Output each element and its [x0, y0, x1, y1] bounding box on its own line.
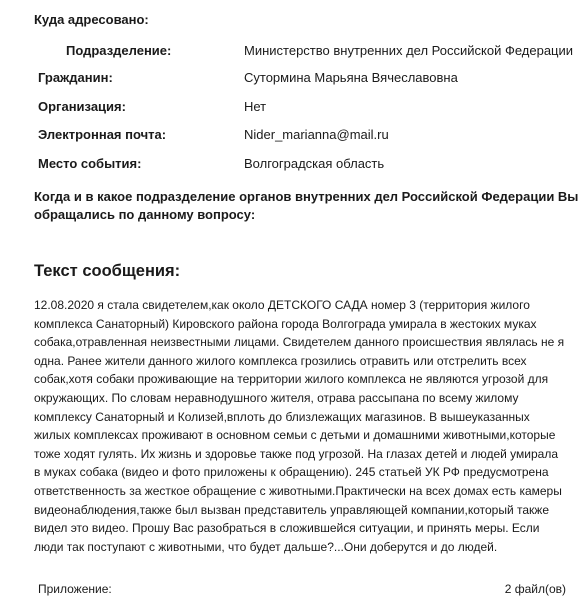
event-place-label: Место события: [38, 156, 142, 171]
organization-value: Нет [244, 99, 267, 114]
message-line: в муках собака (видео и фото приложены к обращению). 245 статьей УК РФ предусмотрена [34, 465, 549, 480]
email-label: Электронная почта: [38, 127, 167, 142]
department-value: Министерство внутренних дел Российской Федерации [244, 43, 574, 58]
message-body [34, 296, 572, 556]
message-line: одна. Ранее жители данного жилого комплекса грозились отравить или отстрелить всех [34, 353, 527, 368]
field-row-event-place [0, 156, 584, 174]
addressed-title: Куда адресовано: [34, 12, 149, 27]
message-line: комплекса Санаторный) Кировского района города Волгограда умирала в жестоких муках [34, 316, 537, 331]
message-line: 12.08.2020 я стала свидетелем,как около ДЕТСКОГО САДА номер 3 (территория жилого [34, 298, 530, 312]
attachment-count[interactable]: 2 файл(ов) [504, 582, 566, 596]
citizen-label: Гражданин: [38, 70, 113, 85]
previous-appeal-question [34, 188, 579, 224]
field-row-department [0, 43, 584, 61]
field-row-citizen [0, 70, 584, 88]
message-line: комплексу Санаторный и Колизей,вплоть до близлежащих магазинов. В вышеуказанных [34, 409, 530, 424]
question-line: Когда и в какое подразделение органов внутренних дел Российской Федерации Вы [34, 189, 579, 204]
message-heading: Текст сообщения: [34, 262, 181, 280]
message-line: видеонаблюдения,также был вызван представитель управляющей компании,который также [34, 502, 549, 517]
message-line: видел это видео. Прошу Вас разобраться в сложившейся ситуации, и принять меры. Если [34, 521, 540, 536]
message-line: собак,хотя собаки проживающие на территории жилого комплекса не являются угрозой для [34, 372, 549, 387]
message-line: жилых комплексах проживают в основном семьи с детьми и домашними животными,которые [34, 428, 556, 443]
organization-label: Организация: [38, 99, 126, 114]
department-label: Подразделение: [66, 43, 172, 58]
email-value: Nider_marianna@mail.ru [244, 127, 389, 142]
message-line: люди так поступают с животными, что будет дальше?...Они доберутся и до людей. [34, 539, 498, 554]
field-row-organization [0, 99, 584, 117]
message-line: собака,отравленная неизвестными лицами. Свидетелем данного происшествия являлась не я [34, 335, 565, 350]
message-line: ответственность за жесткое обращение с животными.Практически на всех домах есть камеры [34, 483, 562, 498]
field-row-email [0, 127, 584, 145]
message-line: тоже ходят гулять. Их жизнь и здоровье также под угрозой. На глазах детей и людей умирала [34, 446, 558, 461]
citizen-value: Сутормина Марьяна Вячеславовна [244, 70, 458, 85]
event-place-value: Волгоградская область [244, 156, 385, 171]
message-line: окружающих. По словам неравнодушного жителя, отрава рассыпана по всему жилому [34, 390, 519, 405]
attachment-label: Приложение: [38, 582, 112, 596]
question-line: обращались по данному вопросу: [34, 207, 256, 222]
